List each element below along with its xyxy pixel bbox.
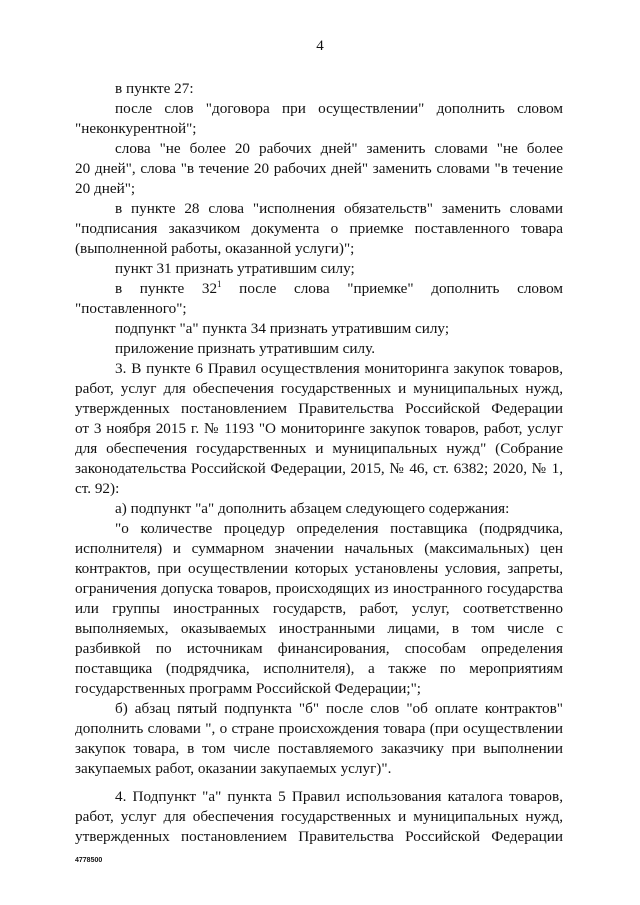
text-line: утвержденных постановлением Правительства Российской Федерации [75,400,563,417]
text-line: а) подпункт "а" дополнить абзацем следующего содержания: [115,500,510,517]
text-line: б) абзац пятый подпункта "б" после слов "об оплате контрактов" [115,700,563,717]
text-line: исполнителя) и суммарном значении начальных (максимальных) цен [75,540,563,557]
text-line: 4. Подпункт "а" пункта 5 Правил использования каталога товаров, [115,788,563,805]
text-line: поставщика (подрядчика, исполнителя), а также по мероприятиям [75,660,563,677]
text-line: приложение признать утратившим силу. [115,340,375,357]
paragraph-gap [75,779,563,787]
text-line: разбивкой по источникам финансирования, способам определения [75,640,563,657]
text-line: от 3 ноября 2015 г. № 1193 "О мониторинге закупок товаров, работ, услуг [75,420,563,437]
text-line: пункт 31 признать утратившим силу; [115,260,355,277]
text-line: ст. 92): [75,480,120,497]
text-segment: в пункте 32 [115,280,218,297]
document-body [75,79,563,847]
text-line: слова "не более 20 рабочих дней" заменить словами "не более [115,140,563,157]
text-line: после слов "договора при осуществлении" дополнить словом [115,100,563,117]
text-line: или группы иностранных государств, работ, услуг, соответственно [75,600,563,617]
text-line: 3. В пункте 6 Правил осуществления мониторинга закупок товаров, [115,360,563,377]
page-number: 4 [316,38,324,54]
document-code: 4778500 [75,857,103,864]
text-line: (выполненной работы, оказанной услуги)"; [75,240,355,257]
text-line: государственных программ Российской Федерации;"; [75,680,422,697]
text-line: дополнить словами ", о стране происхождения товара (при осуществлении [75,720,563,737]
text-line: в пункте 27: [115,80,194,97]
text-line: "поставленного"; [75,300,187,317]
text-line: 20 дней"; [75,180,136,197]
text-line: "подписания заказчиком документа о приемке поставленного товара [75,220,563,237]
text-line: для обеспечения государственных и муниципальных нужд" (Собрание [75,440,563,457]
text-line: подпункт "а" пункта 34 признать утратившим силу; [115,320,450,337]
text-line: законодательства Российской Федерации, 2015, № 46, ст. 6382; 2020, № 1, [75,460,563,477]
text-segment: после слова "приемке" дополнить словом [221,280,563,297]
text-line: закупаемых работ, оказании закупаемых услуг)". [75,760,392,777]
superscript: 1 [217,279,222,289]
text-line: утвержденных постановлением Правительства Российской Федерации [75,828,563,845]
text-line: ограничения допуска товаров, происходящих из иностранного государства [75,580,563,597]
text-line: контрактов, при осуществлении которых установлены условия, запреты, [75,560,563,577]
text-line: "о количестве процедур определения поставщика (подрядчика, [115,520,563,537]
text-line: работ, услуг для обеспечения государственных и муниципальных нужд, [75,808,563,825]
text-line: "неконкурентной"; [75,120,197,137]
text-line: закупок товара, в том числе поставляемого заказчику при выполнении [75,740,563,757]
text-line-with-superscript [75,279,563,299]
text-line: 20 дней", слова "в течение 20 рабочих дней" заменить словами "в течение [75,160,563,177]
text-line: в пункте 28 слова "исполнения обязательств" заменить словами [115,200,563,217]
text-line: работ, услуг для обеспечения государственных и муниципальных нужд, [75,380,563,397]
text-line: выполняемых, оказываемых иностранными лицами, в том числе с [75,620,563,637]
